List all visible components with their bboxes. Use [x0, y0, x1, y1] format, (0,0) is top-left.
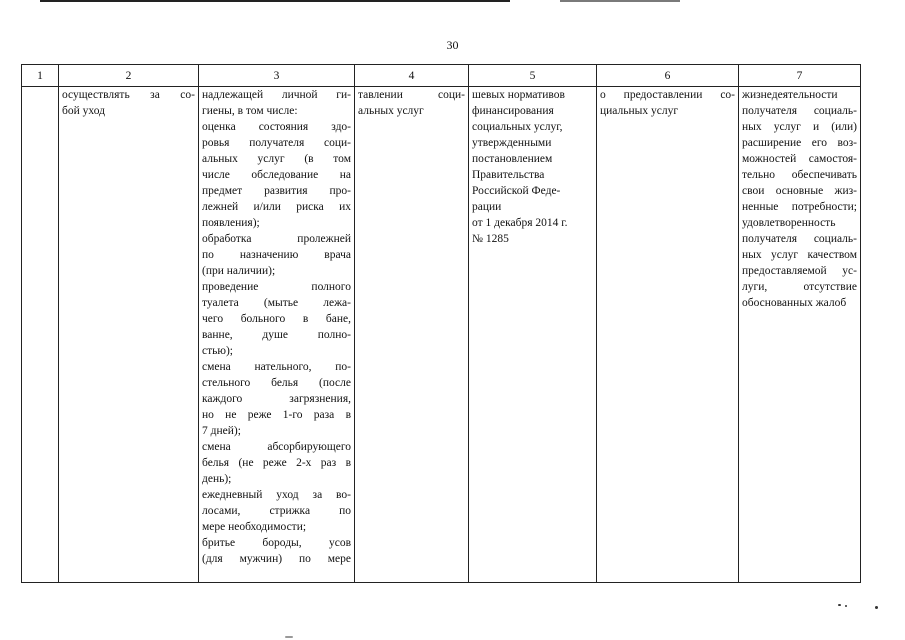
cell-text-line: от 1 декабря 2014 г. [472, 217, 568, 229]
cell-text-line: день); [202, 473, 232, 485]
cell-text-line: предмет развития про- [202, 185, 351, 197]
cell-col-5 [469, 87, 597, 583]
cell-text-line: проведение полного [202, 281, 351, 293]
cell-text-line: удовлетворенность [742, 217, 836, 229]
scan-speck [838, 604, 841, 606]
cell-text-line: получателя социаль- [742, 233, 857, 245]
cell-text-line: рации [472, 201, 502, 213]
cell-text-line: бой уход [62, 105, 105, 117]
cell-text-line: Российской Феде- [472, 185, 561, 197]
cell-text-line: оценка состояния здо- [202, 121, 351, 133]
cell-text-line: бритье бороды, усов [202, 537, 351, 549]
cell-text-line: стельного белья (после [202, 377, 351, 389]
cell-text-line: обоснованных жалоб [742, 297, 847, 309]
cell-text-line: финансирования [472, 105, 554, 117]
cell-text-line: белья (не реже 2-х раз в [202, 457, 351, 469]
scan-speck [875, 606, 878, 609]
cell-text-line: можностей самостоя- [742, 153, 857, 165]
cell-text-line: ных услуг и (или) [742, 121, 857, 133]
cell-text-line: альных услуг [358, 105, 424, 117]
column-header-3: 3 [199, 65, 355, 87]
cell-text-line: ненные потребности; [742, 201, 857, 213]
cell-text-line: шевых нормативов [472, 89, 565, 101]
cell-text-line: лосами, стрижка по [202, 505, 351, 517]
cell-text-line: (для мужчин) по мере [202, 553, 351, 565]
page-number: 30 [446, 38, 459, 52]
scan-speck [285, 636, 293, 638]
scan-top-rule-right [560, 0, 680, 2]
header-row [22, 65, 861, 87]
column-header-1: 1 [22, 65, 59, 87]
cell-text-line: надлежащей личной ги- [202, 89, 351, 101]
cell-text-line: предоставляемой ус- [742, 265, 857, 277]
cell-text-line: чего больного в бане, [202, 313, 351, 325]
cell-text-line: смена абсорбирующего [202, 441, 351, 453]
table-row [22, 87, 861, 583]
cell-col-7 [739, 87, 861, 583]
cell-col-2 [59, 87, 199, 583]
cell-text-line: ных услуг качеством [742, 249, 857, 261]
cell-text-line: 7 дней); [202, 425, 241, 437]
cell-text-line: туалета (мытье лежа- [202, 297, 351, 309]
cell-text-line: появления); [202, 217, 260, 229]
cell-text-line: обработка пролежней [202, 233, 351, 245]
cell-text-line: ванне, душе полно- [202, 329, 351, 341]
cell-text-line: о предоставлении со- [600, 89, 735, 101]
cell-text-line: социальных услуг, [472, 121, 563, 133]
cell-text-line: по назначению врача [202, 249, 351, 261]
cell-text-line: расширение его воз- [742, 137, 857, 149]
cell-text-line: постановлением [472, 153, 553, 165]
cell-col-1 [22, 87, 59, 583]
column-header-2: 2 [59, 65, 199, 87]
cell-col-3 [199, 87, 355, 583]
column-header-5: 5 [469, 65, 597, 87]
scan-speck [845, 605, 847, 607]
cell-text-line: мере необходимости; [202, 521, 307, 533]
cell-col-4 [355, 87, 469, 583]
cell-text-line: ежедневный уход за во- [202, 489, 351, 501]
cell-text-line: тельно обеспечивать [742, 169, 857, 181]
cell-text-line: числе обследование на [202, 169, 351, 181]
cell-text-line: Правительства [472, 169, 545, 181]
cell-text-line: лежней и/или риска их [202, 201, 351, 213]
cell-text-line: тавлении соци- [358, 89, 465, 101]
cell-text-line: но не реже 1-го раза в [202, 409, 351, 421]
cell-text-line: луги, отсутствие [742, 281, 857, 293]
cell-text-line: альных услуг (в том [202, 153, 351, 165]
cell-text-line: утвержденными [472, 137, 552, 149]
cell-text-line: каждого загрязнения, [202, 393, 351, 405]
cell-text-line: получателя социаль- [742, 105, 857, 117]
cell-text-line: № 1285 [472, 233, 509, 245]
cell-text-line: гиены, в том числе: [202, 105, 298, 117]
column-header-4: 4 [355, 65, 469, 87]
column-header-6: 6 [597, 65, 739, 87]
services-table [21, 64, 861, 583]
cell-text-line: ровья получателя соци- [202, 137, 351, 149]
cell-text-line: (при наличии); [202, 265, 276, 277]
cell-text-line: осуществлять за со- [62, 89, 195, 101]
cell-text-line: свои основные жиз- [742, 185, 857, 197]
column-header-7: 7 [739, 65, 861, 87]
scan-top-rule-left [40, 0, 510, 2]
cell-text-line: циальных услуг [600, 105, 679, 117]
cell-col-6 [597, 87, 739, 583]
cell-text-line: жизнедеятельности [742, 89, 838, 101]
cell-text-line: смена нательного, по- [202, 361, 351, 373]
cell-text-line: стью); [202, 345, 233, 357]
